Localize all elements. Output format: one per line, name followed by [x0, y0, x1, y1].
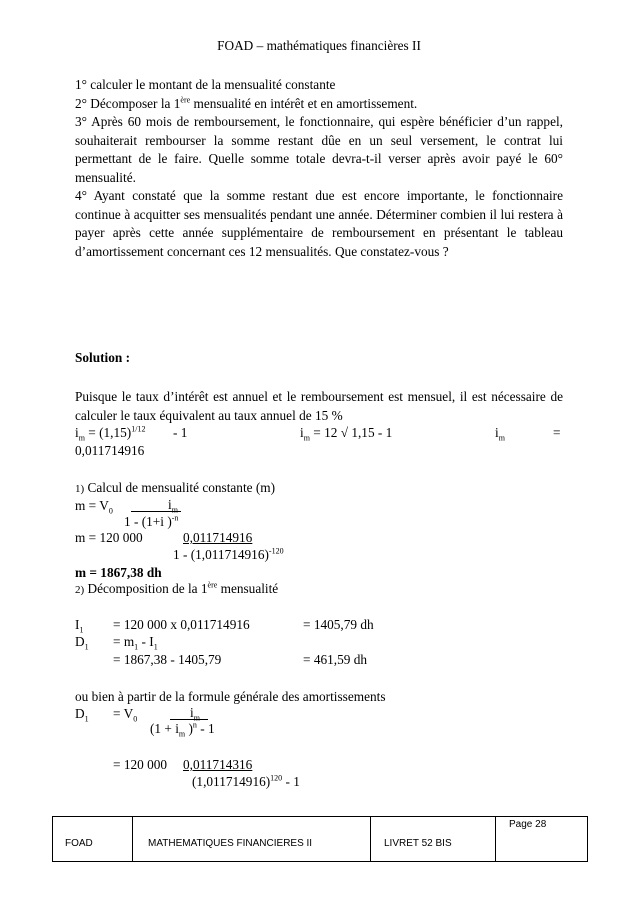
rate-formula-1	[75, 425, 145, 441]
rate-eq: = (1,15)	[84, 425, 132, 440]
step-2-number: 2)	[75, 584, 85, 596]
d1-expr-sub: 1	[134, 642, 139, 652]
question-2-text-end: mensualité en intérêt et en amortissement.	[190, 96, 418, 111]
alt-den-text-3: - 1	[196, 721, 215, 736]
step-2-sup: ère	[207, 580, 218, 590]
rate-sub: m	[78, 433, 85, 443]
alt2-den-text-2: - 1	[282, 774, 300, 789]
m-formula-den-sup: -n	[171, 513, 179, 523]
d1-sub: 1	[84, 642, 89, 652]
step-2-title	[75, 581, 278, 598]
question-1: 1° calculer le montant de la mensualité constante	[75, 77, 336, 92]
alt-intro: ou bien à partir de la formule générale des amortissements	[75, 689, 386, 704]
rate2-i: i	[300, 425, 304, 440]
step-2-label-end: mensualité	[217, 581, 279, 596]
step-1-label: Calcul de mensualité constante (m)	[84, 480, 276, 495]
m-numeric-lhs: m = 120 000	[75, 530, 143, 545]
footer-cell-title	[132, 817, 371, 861]
footer-page-number: Page 28	[509, 819, 547, 830]
alt-num-sub: m	[193, 713, 200, 723]
alt-lhs-letter: D	[75, 706, 85, 721]
footer-cell-foad	[53, 817, 133, 861]
d1-expr-text-2: - I	[138, 634, 154, 649]
rate-formula-1-minus: - 1	[173, 425, 188, 440]
i1-expression: = 120 000 x 0,011714916	[113, 617, 250, 632]
m-numeric-den-sup: -120	[268, 546, 284, 556]
alt-denominator	[150, 721, 215, 737]
alt-eq	[113, 706, 137, 722]
step-2-label: Décomposition de la 1	[84, 581, 208, 596]
alt-numerator	[170, 705, 208, 723]
rate2-sub: m	[303, 433, 310, 443]
rate2-eq: = 12 √ 1,15 - 1	[309, 425, 393, 440]
alt-den-sup: n	[192, 720, 197, 730]
question-2	[75, 96, 417, 112]
m-formula-lhs-text: m = V	[75, 498, 109, 513]
d1-label	[75, 634, 89, 650]
d1-line-2: = 1867,38 - 1405,79	[113, 652, 222, 667]
i1-result: = 1405,79 dh	[303, 617, 374, 632]
question-2-text: 2° Décomposer la 1	[75, 96, 181, 111]
rate-i: i	[75, 425, 79, 440]
i1-letter: I	[75, 617, 80, 632]
alt-den-text: (1 + i	[150, 721, 179, 736]
question-2-sup: ère	[180, 95, 191, 105]
m-formula-denominator	[124, 514, 178, 530]
alt2-lhs: = 120 000	[113, 757, 168, 772]
rate-formula-3-eq: =	[553, 425, 561, 440]
d1-expr-sub-2: 1	[153, 642, 158, 652]
alt2-numerator: 0,011714316	[183, 757, 253, 772]
m-formula-lhs	[75, 498, 113, 514]
m-numeric-den-text: 1 - (1,011714916)	[173, 547, 269, 562]
alt-lhs-sub: 1	[84, 714, 89, 724]
solution-title: Solution :	[75, 350, 131, 365]
footer-livret: LIVRET 52 BIS	[384, 838, 452, 849]
alt-den-sub: m	[178, 729, 186, 739]
alt-lhs	[75, 706, 89, 722]
m-numeric-denominator	[173, 547, 284, 563]
alt-den-text-2: )	[185, 721, 193, 736]
m-result: m = 1867,38 dh	[75, 565, 162, 580]
solution-intro: Puisque le taux d’intérêt est annuel et le remboursement est mensuel, il est nécessaire de calculer le taux équivalent au taux annuel de 15 %	[75, 389, 563, 423]
footer-title: MATHEMATIQUES FINANCIERES II	[148, 838, 313, 849]
rate-formula-3	[495, 425, 505, 441]
i1-sub: 1	[79, 625, 84, 635]
rate-value: 0,011714916	[75, 443, 145, 458]
rate3-i: i	[495, 425, 499, 440]
footer-foad: FOAD	[65, 838, 93, 849]
alt2-denominator	[192, 774, 300, 790]
m-formula-num-sub: m	[171, 505, 178, 515]
m-formula-num-i: i	[168, 497, 172, 512]
alt2-den-sup: 120	[270, 773, 283, 783]
page-footer	[52, 816, 588, 862]
alt-eq-text: = V	[113, 706, 134, 721]
step-1-number: 1)	[75, 483, 85, 495]
i1-label	[75, 617, 83, 633]
alt-eq-sub: 0	[133, 714, 138, 724]
question-3: 3° Après 60 mois de remboursement, le fonctionnaire, qui espère bénéficier d’un rappel, souhaiterait rembourser la somme restant dûe en un seul versement, le contrat lui permettant de le faire. Quelle somme totale devra-t-il verser après avoir payé le 60° mensualité.	[75, 114, 563, 185]
rate-formula-2	[300, 425, 392, 441]
rate-sup: 1/12	[131, 424, 146, 434]
rate3-sub: m	[498, 433, 505, 443]
d1-expression	[113, 634, 158, 650]
d1-result: = 461,59 dh	[303, 652, 368, 667]
m-formula-sub: 0	[108, 506, 113, 516]
d1-expr-text: = m	[113, 634, 135, 649]
step-1-title	[75, 480, 275, 497]
alt2-den-text: (1,011714916)	[192, 774, 271, 789]
alt-num-i: i	[190, 705, 194, 720]
footer-cell-livret	[370, 817, 496, 861]
question-4: 4° Ayant constaté que la somme restant due est encore importante, le fonctionnaire continue à acquitter ses mensualités pendant une année. Déterminer combien il lui restera à payer après cette année supplémentaire de remboursement en présentant le tableau d’amortissement concernant ces 12 mensualités. Que constatez-vous ?	[75, 188, 563, 259]
m-formula-numerator	[131, 497, 181, 515]
page-header: FOAD – mathématiques financières II	[217, 38, 421, 53]
m-numeric-numerator: 0,011714916	[183, 530, 253, 545]
m-formula-den-text: 1 - (1+i )	[124, 514, 172, 529]
d1-letter: D	[75, 634, 85, 649]
